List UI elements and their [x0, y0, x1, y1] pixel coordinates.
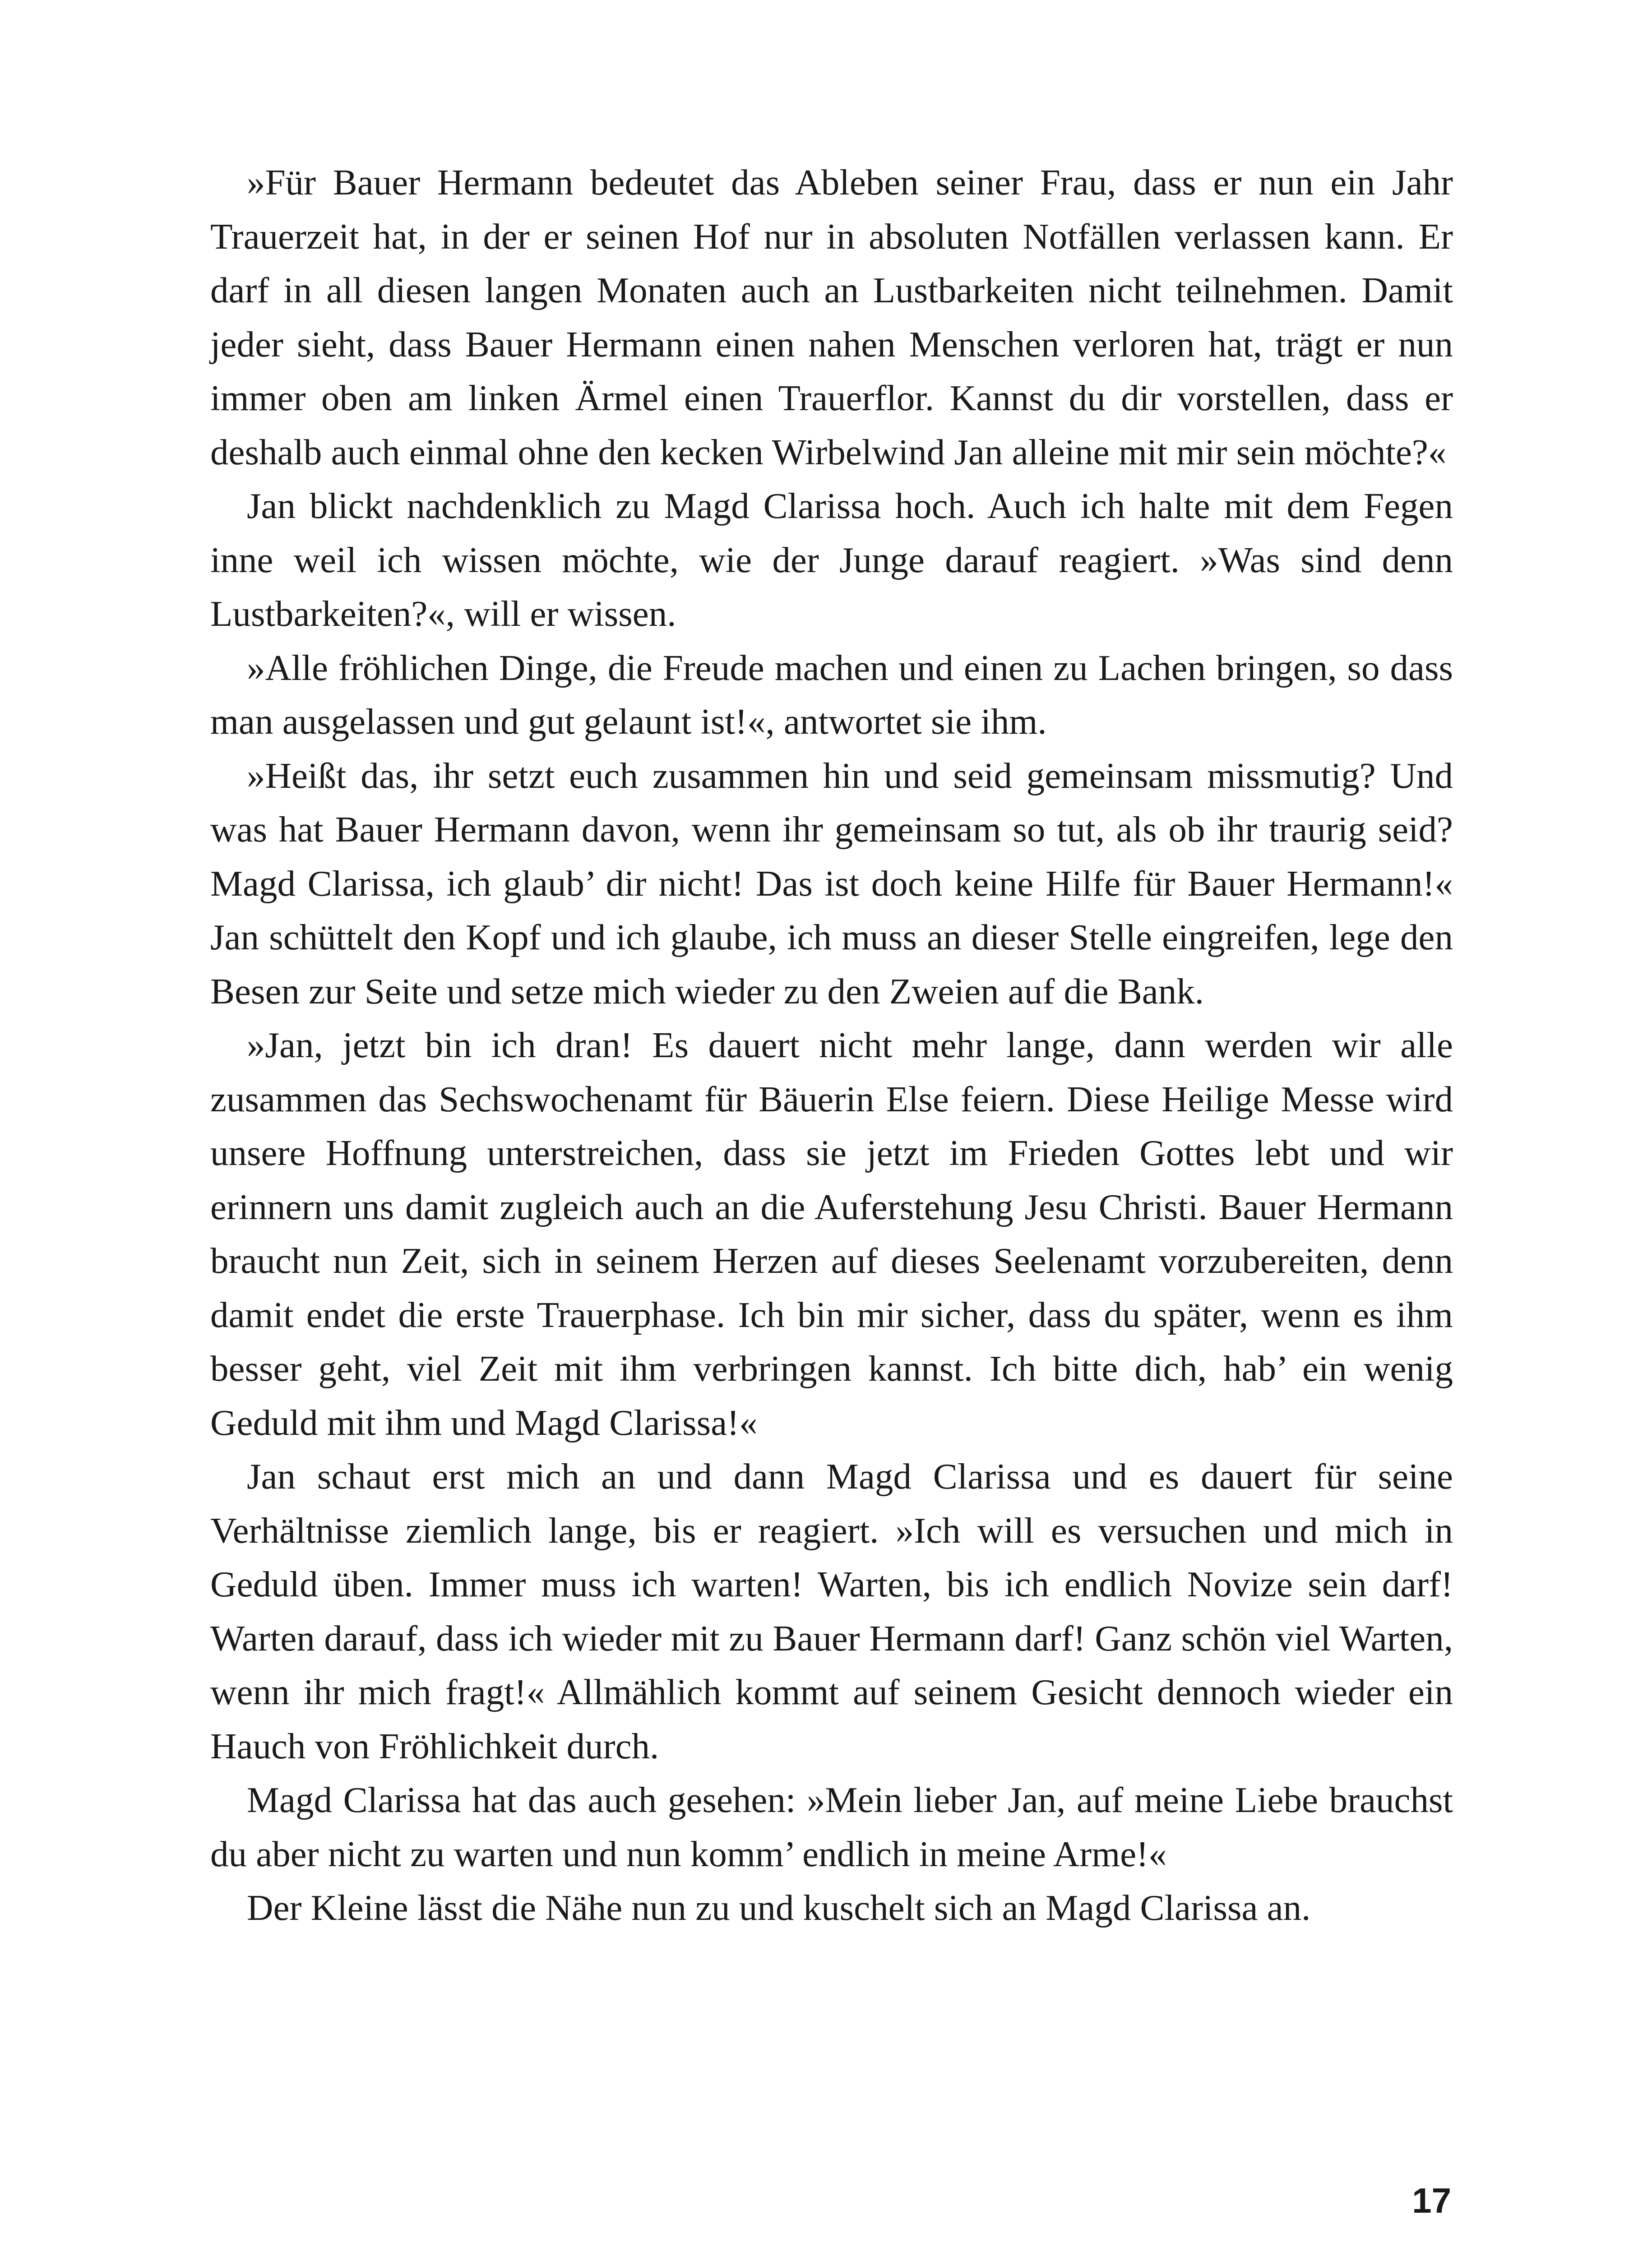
page-number: 17 — [1412, 2181, 1451, 2220]
paragraph-2: Jan blickt nachdenklich zu Magd Clarissa hoch. Auch ich halte mit dem Fegen inne weil ich wissen möchte, wie der Junge darauf reagiert. »Was sind denn Lustbarkeiten?«, will er wissen. — [210, 485, 1453, 634]
paragraph-6: Jan schaut erst mich an und dann Magd Clarissa und es dauert für seine Verhältnisse ziemlich lange, bis er reagiert. »Ich will es versuchen und mich in Geduld üben. Immer muss ich warten! Warten, bis ich endlich Novize sein darf! Warten darauf, dass ich wieder mit zu Bauer Hermann darf! Ganz schön viel Warten, wenn ihr mich fragt!« Allmählich kommt auf seinem Gesicht dennoch wieder ein Hauch von Fröhlichkeit durch. — [210, 1456, 1453, 1766]
paragraph-8: Der Kleine lässt die Nähe nun zu und kuschelt sich an Magd Clarissa an. — [247, 1887, 1311, 1928]
paragraph-4: »Heißt das, ihr setzt euch zusammen hin und seid gemeinsam missmutig? Und was hat Bauer Hermann davon, wenn ihr gemeinsam so tut, als ob ihr traurig seid? Magd Clarissa, ich glaub’ dir nicht! Das ist doch keine Hilfe für Bauer Hermann!« Jan schüttelt den Kopf und ich glaube, ich muss an dieser Stelle eingreifen, lege den Besen zur Seite und setze mich wieder zu den Zweien auf die Bank. — [210, 755, 1453, 1012]
paragraph-1: »Für Bauer Hermann bedeutet das Ableben seiner Frau, dass er nun ein Jahr Trauerzeit hat, in der er seinen Hof nur in absoluten Notfällen verlassen kann. Er darf in all diesen langen Monaten auch an Lustbarkeiten nicht teilnehmen. Damit jeder sieht, dass Bauer Hermann einen nahen Menschen verloren hat, trägt er nun immer oben am linken Ärmel einen Trauerflor. Kannst du dir vorstellen, dass er deshalb auch einmal ohne den kecken Wirbelwind Jan alleine mit mir sein möchte?« — [210, 162, 1453, 472]
paragraph-5: »Jan, jetzt bin ich dran! Es dauert nicht mehr lange, dann werden wir alle zusammen das Sechswochenamt für Bäuerin Else feiern. Diese Heilige Messe wird unsere Hoffnung unterstreichen, dass sie jetzt im Frieden Gottes lebt und wir erinnern uns damit zugleich auch an die Auferstehung Jesu Christi. Bauer Hermann braucht nun Zeit, sich in seinem Herzen auf dieses Seelenamt vorzubereiten, denn damit endet die erste Trauerphase. Ich bin mir sicher, dass du später, wenn es ihm besser geht, viel Zeit mit ihm verbringen kannst. Ich bitte dich, hab’ ein wenig Geduld mit ihm und Magd Clarissa!« — [210, 1025, 1453, 1443]
paragraph-7: Magd Clarissa hat das auch gesehen: »Mein lieber Jan, auf meine Liebe brauchst du aber nicht zu warten und nun komm’ endlich in meine Arme!« — [210, 1780, 1453, 1874]
body-text — [210, 156, 1453, 1935]
paragraph-3: »Alle fröhlichen Dinge, die Freude machen und einen zu Lachen bringen, so dass man ausgelassen und gut gelaunt ist!«, antwortet sie ihm. — [210, 647, 1453, 742]
